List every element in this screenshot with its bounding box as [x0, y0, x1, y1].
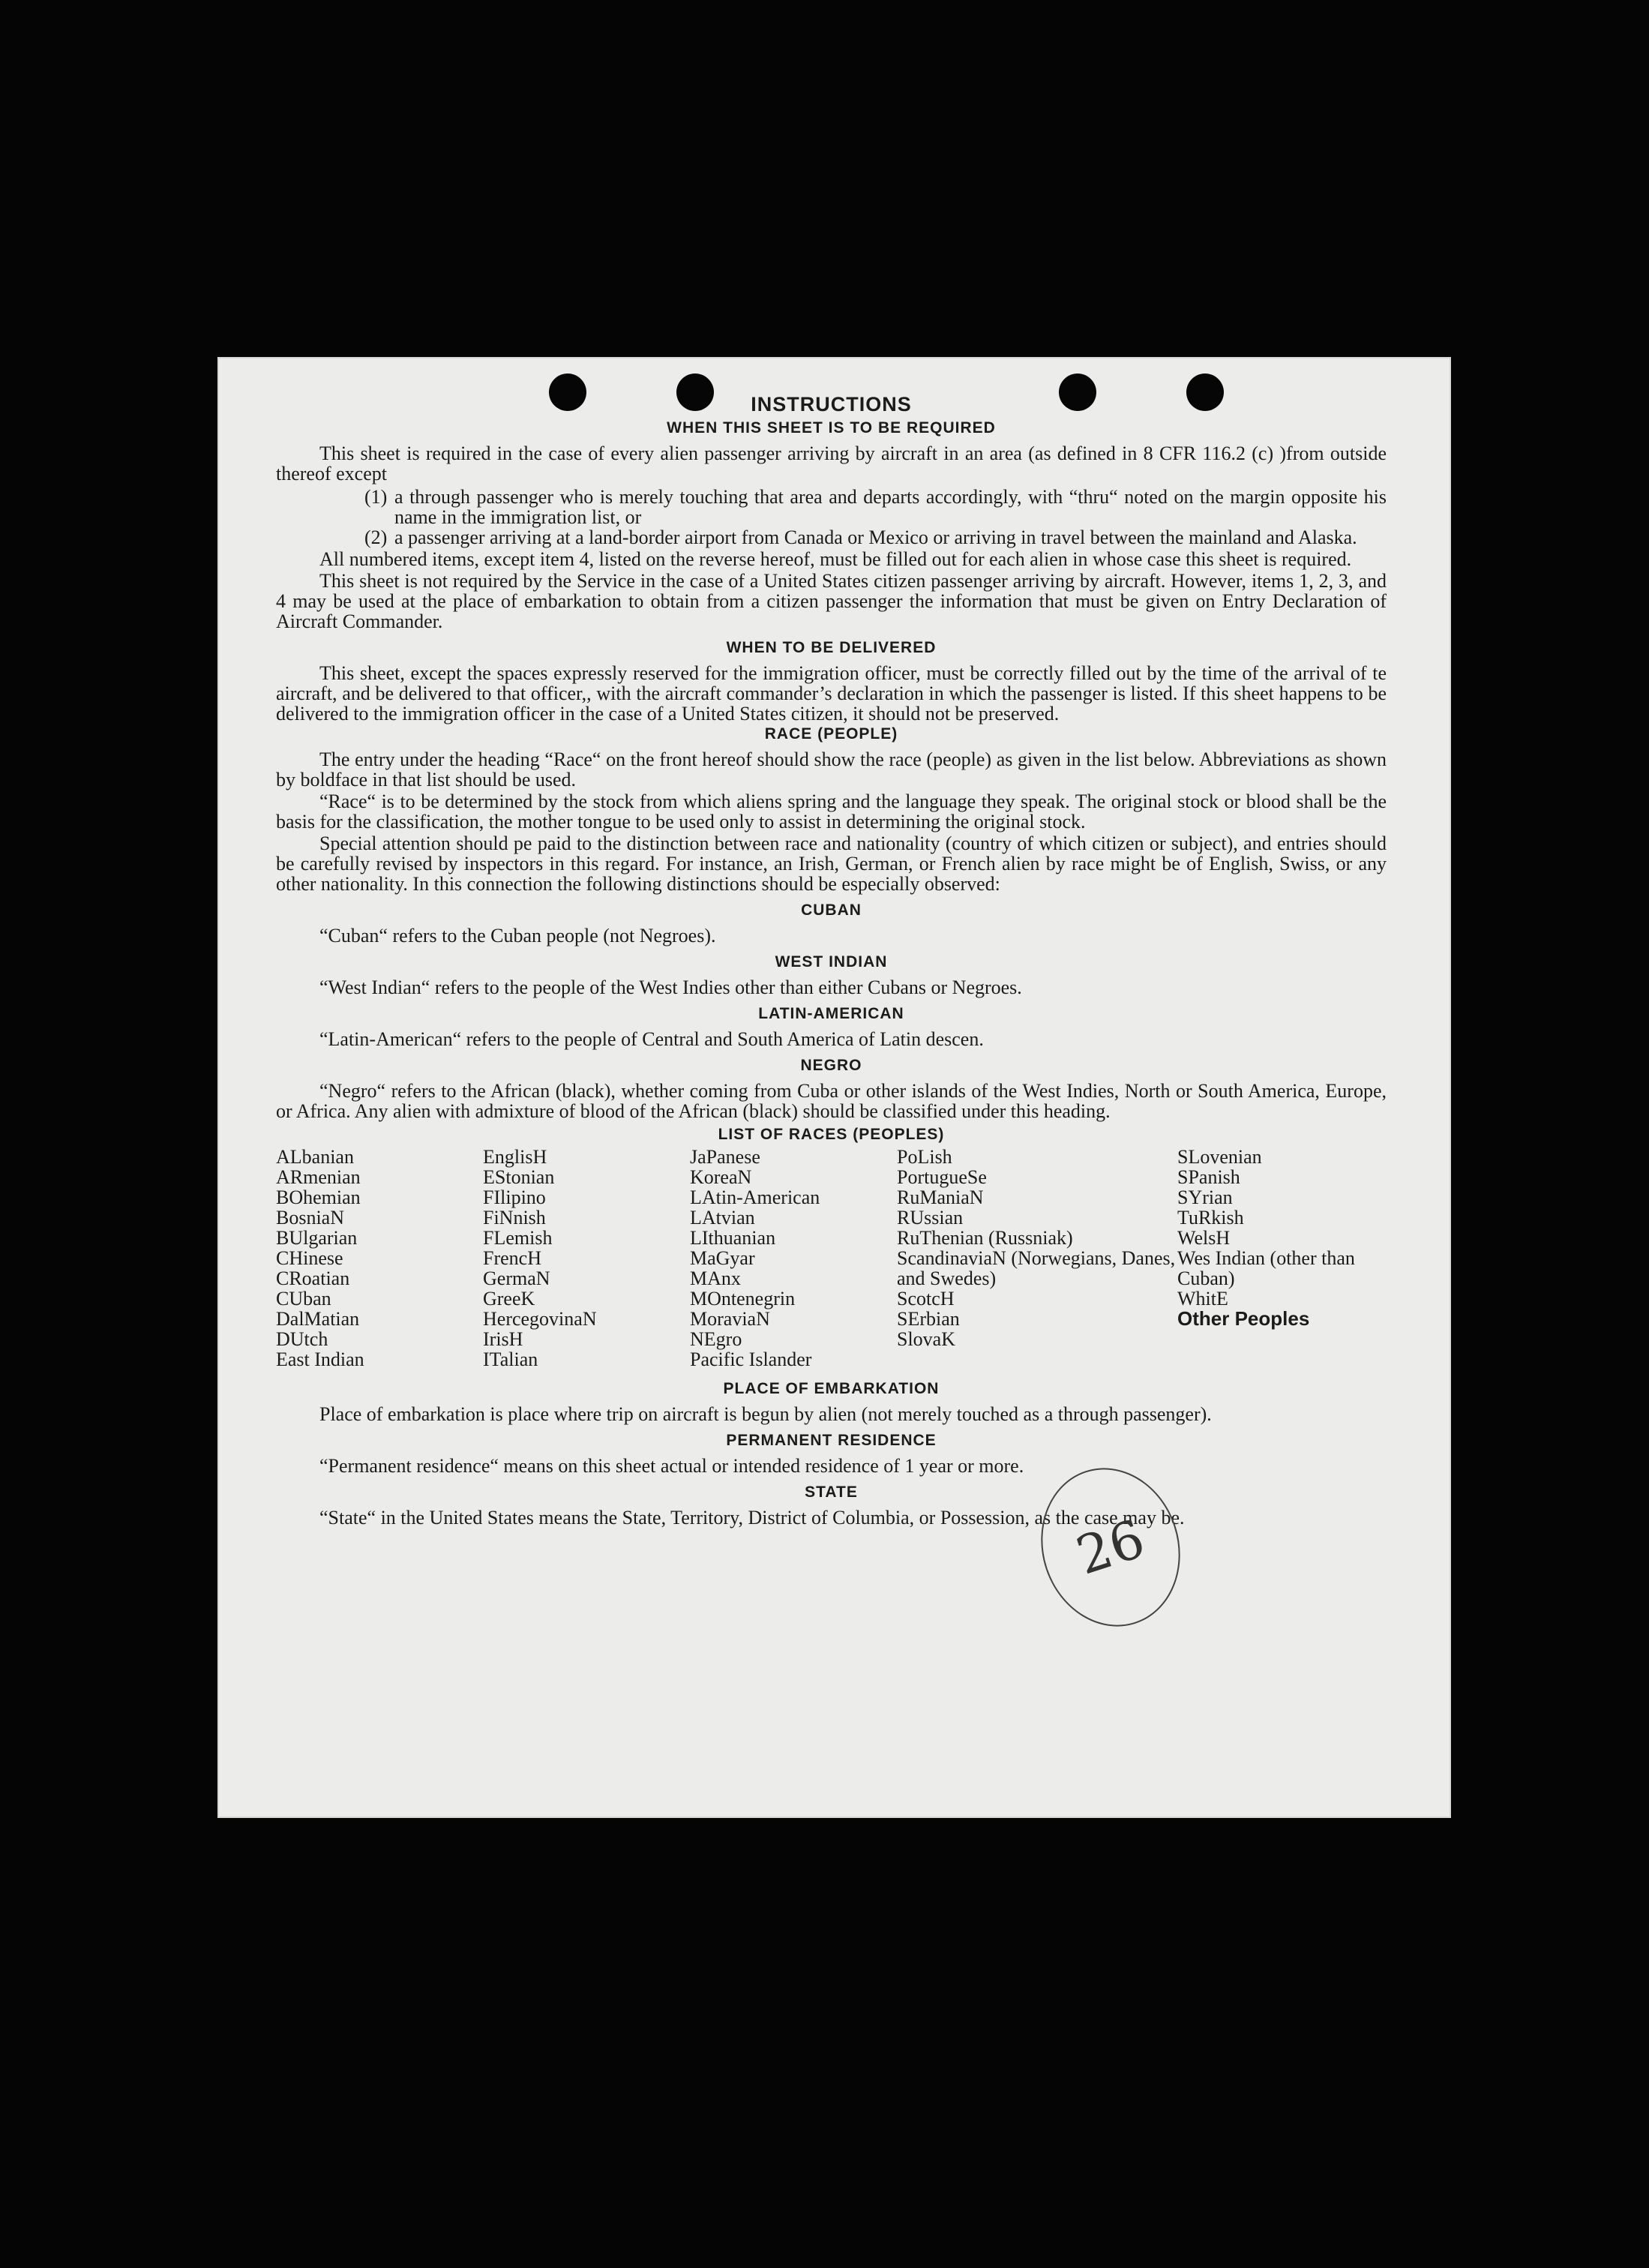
- race-item: GermaN: [483, 1268, 550, 1289]
- race-item: FLemish: [483, 1227, 553, 1249]
- race-item: DalMatian: [276, 1308, 360, 1330]
- races-column: [690, 1147, 897, 1370]
- paragraph: This sheet is required in the case of every alien passenger arriving by aircraft in an area (as defined in 8 CFR 116.2 (c) )from outside thereof except: [276, 442, 1387, 484]
- paragraph: “West Indian“ refers to the people of the West Indies other than either Cubans or Negroes.: [319, 976, 1022, 998]
- race-item: SPanish: [1177, 1166, 1240, 1188]
- race-item: BOhemian: [276, 1186, 361, 1208]
- races-column: [276, 1147, 483, 1370]
- race-item: ITalian: [483, 1348, 538, 1370]
- punch-hole: [1059, 374, 1096, 411]
- race-item: LAtin-American: [690, 1186, 820, 1208]
- section-heading-negro: NEGRO: [800, 1057, 862, 1074]
- race-item: SErbian: [897, 1308, 960, 1330]
- paragraph: “Cuban“ refers to the Cuban people (not Negroes).: [319, 925, 716, 946]
- race-item: CRoatian: [276, 1268, 350, 1289]
- race-item: FrencH: [483, 1247, 541, 1269]
- race-item: SYrian: [1177, 1186, 1233, 1208]
- race-item: IrisH: [483, 1328, 523, 1350]
- punch-hole: [1186, 374, 1224, 411]
- race-item: MaGyar: [690, 1247, 755, 1269]
- race-item: Pacific Islander: [690, 1348, 812, 1370]
- section-heading-races-list: LIST OF RACES (PEOPLES): [718, 1126, 945, 1143]
- race-item: LAtvian: [690, 1207, 755, 1228]
- race-item: ScandinaviaN (Norwegians, Danes, and Swedes): [897, 1247, 1176, 1289]
- race-item: WelsH: [1177, 1227, 1231, 1249]
- paragraph: Place of embarkation is place where trip on aircraft is begun by alien (not merely touched as a through passenger).: [319, 1403, 1212, 1425]
- race-item: HercegovinaN: [483, 1308, 597, 1330]
- race-item: RUssian: [897, 1207, 964, 1228]
- paragraph: All numbered items, except item 4, listed on the reverse hereof, must be filled out for each alien in whose case this sheet is required.: [319, 548, 1352, 570]
- paragraph: “Permanent residence“ means on this sheet actual or intended residence of 1 year or more.: [319, 1455, 1024, 1477]
- race-item: PoLish: [897, 1146, 952, 1168]
- race-item: NEgro: [690, 1328, 742, 1350]
- races-column: [483, 1147, 690, 1370]
- race-item: RuThenian (Russniak): [897, 1227, 1073, 1249]
- page-title: INSTRUCTIONS: [751, 393, 912, 416]
- race-item: CUban: [276, 1288, 331, 1310]
- races-list: [276, 1147, 1387, 1370]
- section-heading-delivered: WHEN TO BE DELIVERED: [726, 639, 937, 656]
- race-item: MOntenegrin: [690, 1288, 796, 1310]
- race-item: JaPanese: [690, 1146, 760, 1168]
- paragraph: “Latin-American“ refers to the people of Central and South America of Latin descen.: [319, 1028, 984, 1050]
- section-heading-latin-american: LATIN-AMERICAN: [758, 1005, 904, 1022]
- race-item: FiNnish: [483, 1207, 546, 1228]
- race-item: RuManiaN: [897, 1186, 984, 1208]
- exception-list: [276, 487, 1387, 548]
- races-column: [897, 1147, 1177, 1370]
- section-heading-required: WHEN THIS SHEET IS TO BE REQUIRED: [667, 419, 996, 436]
- paragraph: “Negro“ refers to the African (black), whether coming from Cuba or other islands of the West Indies, North or South America, Europe, or Africa. Any alien with admixture of blood of the African (black) should be classified under this heading.: [276, 1080, 1387, 1122]
- handwritten-number-mark: 26: [1021, 1450, 1200, 1645]
- list-item: (2) a passenger arriving at a land-border airport from Canada or Mexico or arriving in travel between the mainland and Alaska.: [364, 526, 1357, 548]
- punch-hole: [676, 374, 714, 411]
- list-item: (1) a through passenger who is merely touching that area and departs accordingly, with “thru“ noted on the margin opposite his name in the immigration list, or: [364, 486, 1387, 528]
- race-item: MAnx: [690, 1268, 741, 1289]
- race-item: SLovenian: [1177, 1146, 1262, 1168]
- race-item: FIlipino: [483, 1186, 546, 1208]
- paragraph: This sheet is not required by the Service in the case of a United States citizen passenger arriving by aircraft. However, items 1, 2, 3, and 4 may be used at the place of embarkation to obtain from a citizen passenger the information that must be given on Entry Declaration of Aircraft Commander.: [276, 570, 1387, 632]
- races-column: [1177, 1147, 1387, 1370]
- paragraph: This sheet, except the spaces expressly reserved for the immigration officer, must be correctly filled out by the time of the arrival of te aircraft, and be delivered to that officer,, with the aircraft commander’s declaration in which the passenger is listed. If this sheet happens to be delivered to the immigration officer in the case of a United States citizen, it should not be preserved.: [276, 662, 1387, 724]
- race-item: PortugueSe: [897, 1166, 987, 1188]
- race-item: ALbanian: [276, 1146, 354, 1168]
- race-item: East Indian: [276, 1348, 364, 1370]
- paragraph: Special attention should pe paid to the distinction between race and nationality (country of which citizen or subject), and entries should be carefully revised by inspectors in this regard. For instance, an Irish, German, or French alien by race might be of English, Swiss, or any other nationality. In this connection the following distinctions should be especially observed:: [276, 832, 1387, 895]
- race-item: ARmenian: [276, 1166, 361, 1188]
- section-heading-embarkation: PLACE OF EMBARKATION: [723, 1380, 940, 1397]
- paragraph: The entry under the heading “Race“ on the front hereof should show the race (people) as given in the list below. Abbreviations as shown by boldface in that list should be used.: [276, 748, 1387, 790]
- race-item: SlovaK: [897, 1328, 955, 1350]
- race-item: CHinese: [276, 1247, 343, 1269]
- section-heading-race: RACE (PEOPLE): [764, 725, 898, 742]
- section-heading-residence: PERMANENT RESIDENCE: [726, 1432, 937, 1449]
- race-item: BosniaN: [276, 1207, 344, 1228]
- race-item: MoraviaN: [690, 1308, 770, 1330]
- race-item: ScotcH: [897, 1288, 955, 1310]
- race-item: BUlgarian: [276, 1227, 358, 1249]
- punch-hole: [549, 374, 586, 411]
- race-item: DUtch: [276, 1328, 328, 1350]
- paragraph: “Race“ is to be determined by the stock from which aliens spring and the language they speak. The original stock or blood shall be the basis for the classification, the mother tongue to be used only to assist in determining the original stock.: [276, 790, 1387, 832]
- race-item: Wes Indian (other than Cuban): [1177, 1247, 1355, 1289]
- paragraph: “State“ in the United States means the State, Territory, District of Columbia, or Possession, as the case may be.: [319, 1507, 1185, 1528]
- race-item: EStonian: [483, 1166, 555, 1188]
- race-item: EnglisH: [483, 1146, 547, 1168]
- race-item: LIthuanian: [690, 1227, 776, 1249]
- instruction-sheet: [217, 357, 1451, 1818]
- section-heading-cuban: CUBAN: [801, 902, 862, 919]
- race-item: KoreaN: [690, 1166, 752, 1188]
- race-item: WhitE: [1177, 1288, 1228, 1310]
- race-item: GreeK: [483, 1288, 535, 1310]
- section-heading-west-indian: WEST INDIAN: [775, 953, 888, 970]
- section-heading-state: STATE: [805, 1484, 858, 1501]
- race-item: TuRkish: [1177, 1207, 1244, 1228]
- race-item-other-peoples: Other Peoples: [1177, 1307, 1310, 1330]
